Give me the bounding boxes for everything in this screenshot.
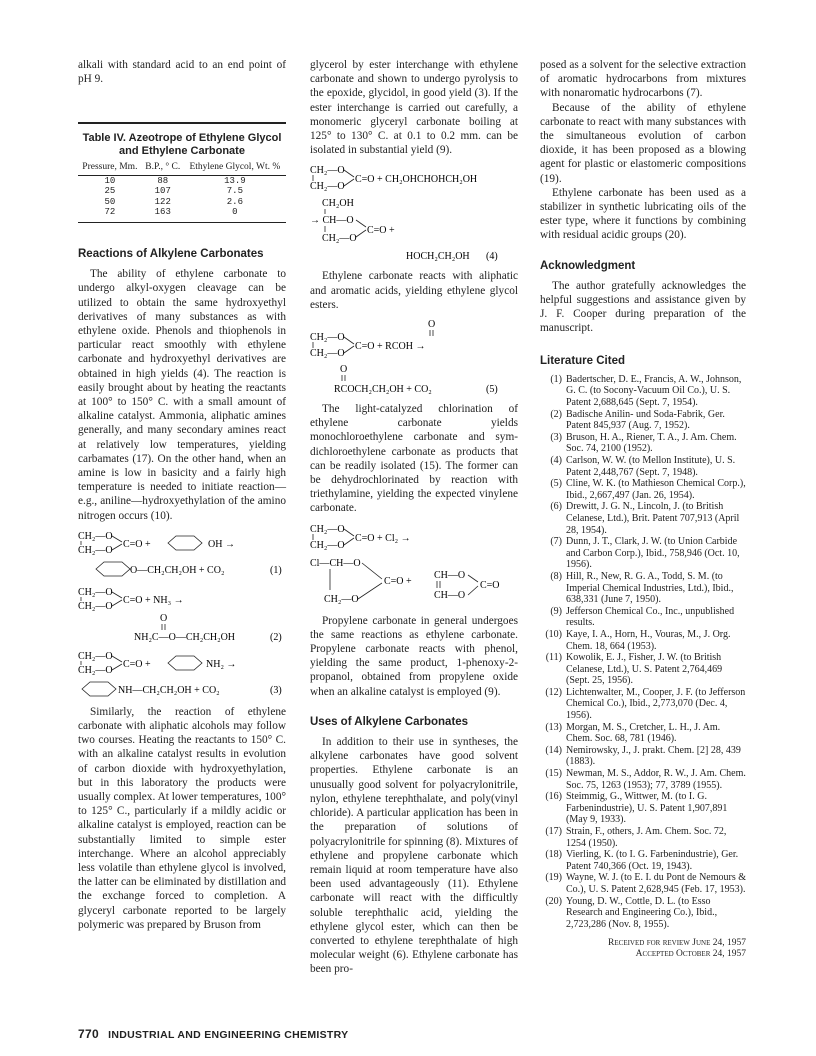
- reference-text: Lichtenwalter, M., Cooper, J. F. (to Jefferson Chemical Co.), Ibid., 2,773,070 (Dec. 4, 1956).: [566, 686, 746, 722]
- section-heading-uses: Uses of Alkylene Carbonates: [310, 715, 469, 728]
- reference-text: Nemirowsky, J., J. prakt. Chem. [2] 28, 439 (1883).: [566, 744, 741, 768]
- reference-text: Kowolik, E. J., Fisher, J. W. (to British Celanese, Ltd.), U. S. Patent 2,764,469 (Sept. 25, 1956).: [566, 652, 723, 687]
- reference-number: (4): [550, 455, 562, 467]
- reference-number: (3): [550, 431, 562, 443]
- azeotrope-table: [78, 162, 286, 218]
- reference-number: (16): [545, 791, 562, 803]
- reference-number: (19): [545, 872, 562, 884]
- reference-number: (8): [550, 570, 562, 582]
- reference-number: (13): [545, 721, 562, 733]
- th-pressure: Pressure, Mm.: [78, 162, 142, 175]
- benzene-ring-icon: [82, 682, 116, 696]
- svg-text:CH₂—O: CH₂—O: [78, 650, 113, 662]
- reference-text: Carlson, W. W. (to Mellon Institute), U. S. Patent 2,448,767 (Sept. 7, 1948).: [566, 455, 736, 478]
- col2-para-5: In addition to their use in syntheses, the alkylene carbonates have good solvent properties. Ethylene carbonate is an unusually good solvent for polyacrylonitrile, nylon, ethylene terephthalate, and poly(vinyl chloride). A particular application has been in the preparation of solutions of polyacrylonitrile for spinning (8). Mixtures of ethylene and propylene carbonate which remain liquid at room temperature have also been used advantageously (11). Ethylene carbonate will react with the difficultly soluble terephthalic acid, yielding the ethylene glycol ester, which can then be converted to ethylene terephthalate of high molecular weight (6). Ethylene carbonate has been pro-: [310, 736, 518, 976]
- eq4-side-product: HOCH₂CH₂OH: [406, 251, 470, 263]
- reference-number: (9): [550, 605, 562, 617]
- eq1-lhs: C=O +: [123, 538, 151, 550]
- eq2-oxygen: O: [160, 612, 168, 624]
- reference-item: [540, 849, 746, 872]
- reference-text: Strain, F., others, J. Am. Chem. Soc. 72, 1254 (1950).: [566, 826, 727, 849]
- eq4-mid: → CH—O: [310, 215, 354, 227]
- table-row: 72 163 0: [104, 207, 238, 218]
- table-rule: [78, 222, 286, 223]
- svg-text:CH₂—O: CH₂—O: [310, 181, 345, 193]
- reference-item: [540, 896, 746, 931]
- reference-text: Steimmig, G., Wittwer, M. (to I. G. Farbenindustrie), U. S. Patent 1,907,891 (May 9, 1933).: [566, 791, 728, 826]
- reference-number: (20): [545, 895, 562, 907]
- col2-para-3: The light-catalyzed chlorination of ethylene carbonate yields monochloroethylene carbonate and sym-dichloroethylene carbonate as products that can be readily isolated (15). The former can be dehydrochlorinated by reaction with triethylamine, yielding the expected vinylene carbonate.: [310, 403, 518, 515]
- equation-2-structure: [78, 585, 286, 643]
- reference-number: (17): [545, 826, 562, 838]
- page-footer: [78, 1027, 348, 1041]
- reference-number: (10): [545, 628, 562, 640]
- table-title: Table IV. Azeotrope of Ethylene Glycol and Ethylene Carbonate: [78, 122, 286, 158]
- reference-text: Drewitt, J. G. N., Lincoln, J. (to British Celanese, Ltd.), Brit. Patent 707,913 (April 28, 1954).: [566, 501, 740, 536]
- reference-text: Hill, R., New, R. G. A., Todd, S. M. (to Imperial Chemical Industries, Ltd.), Ibid., 638,331 (June 7, 1950).: [566, 570, 734, 606]
- column-2: [310, 58, 518, 977]
- svg-text:CH₂—O: CH₂—O: [310, 539, 345, 551]
- benzene-ring-icon: [168, 536, 202, 550]
- equation-2: [78, 585, 286, 643]
- reference-text: Cline, W. K. (to Mathieson Chemical Corp.), Ibid., 2,667,497 (Jan. 26, 1954).: [566, 478, 746, 501]
- reference-number: (1): [550, 373, 562, 385]
- benzene-ring-icon: [168, 656, 202, 670]
- reference-list: [540, 374, 746, 931]
- th-bp: B.P., ° C.: [142, 162, 184, 175]
- svg-text:CH₂—O: CH₂—O: [310, 348, 345, 360]
- eq6-ch-top: CH—O: [434, 569, 466, 581]
- eq2-product: NH₂C—O—CH₂CH₂OH: [134, 631, 236, 643]
- received-date: Received for review June 24, 1957: [608, 938, 746, 949]
- reference-number: (6): [550, 501, 562, 513]
- acknowledgment-text: The author gratefully acknowledges the helpful suggestions and assistance given by J. F. Cooper during preparation of the manuscript.: [540, 279, 746, 335]
- reference-text: Kaye, I. A., Horn, H., Vouras, M., J. Org. Chem. 18, 664 (1953).: [566, 628, 731, 652]
- th-glycol: Ethylene Glycol, Wt. %: [184, 162, 286, 175]
- eq1-number: (1): [270, 564, 282, 576]
- equation-6: [310, 522, 518, 608]
- reference-number: (15): [545, 768, 562, 780]
- benzene-ring-icon: [96, 562, 130, 576]
- literature-heading: Literature Cited: [540, 354, 625, 367]
- reference-number: (11): [545, 652, 562, 664]
- section-heading-reactions: Reactions of Alkylene Carbonates: [78, 247, 264, 260]
- reference-text: Jefferson Chemical Co., Inc., unpublished results.: [566, 605, 735, 629]
- equation-6-structure: [310, 522, 518, 608]
- svg-text:CH₂—O: CH₂—O: [310, 165, 345, 177]
- reference-item: [540, 536, 746, 571]
- equation-4: [310, 163, 518, 263]
- reference-item: [540, 629, 746, 652]
- reference-text: Bruson, H. A., Riener, T. A., J. Am. Chem. Soc. 74, 2100 (1952).: [566, 431, 737, 455]
- col2-para-1: glycerol by ester interchange with ethylene carbonate and shown to undergo pyrolysis to the epoxide, glycidol, in good yield (3). If the ester interchange is carried out carefully, a monomeric glyceryl carbonate boiling at 125° to 130° C. at 0.1 to 0.2 mm. can be isolated in substantial yield (9).: [310, 59, 518, 157]
- svg-text:CH₂—O: CH₂—O: [324, 593, 359, 605]
- table-row: 25 107 7.5: [104, 186, 243, 197]
- equation-5-structure: [310, 318, 518, 396]
- eq4-ch2oh: CH₂OH: [322, 198, 354, 210]
- eq1-ch2o-top: CH₂—O: [78, 530, 113, 542]
- eq5-oxygen-2: O: [340, 364, 348, 376]
- equation-5: [310, 318, 518, 396]
- equation-3-structure: [78, 649, 286, 699]
- eq6-ch-bot: CH—O: [434, 589, 466, 601]
- equation-3: [78, 649, 286, 699]
- svg-text:CH₂—O: CH₂—O: [78, 664, 113, 676]
- eq3-number: (3): [270, 684, 282, 696]
- eq3-product: NH—CH₂CH₂OH + CO₂: [118, 684, 220, 696]
- reference-number: (5): [550, 478, 562, 490]
- eq5-number: (5): [486, 384, 498, 396]
- table-row: 10 88 13.9: [104, 175, 246, 186]
- acknowledgment-heading: Acknowledgment: [540, 259, 636, 272]
- reference-number: (7): [550, 536, 562, 548]
- eq6-chloro: Cl—CH—O: [310, 557, 361, 569]
- reference-number: (12): [545, 686, 562, 698]
- reference-text: Vierling, K. (to I. G. Farbenindustrie), Ger. Patent 740,366 (Oct. 19, 1943).: [566, 849, 739, 872]
- eq6-co-2: C=O: [480, 579, 500, 591]
- reference-item: [540, 687, 746, 722]
- column-3: [540, 58, 746, 960]
- equation-4-structure: [310, 163, 518, 263]
- col2-para-4: Propylene carbonate in general undergoes the same reactions as ethylene carbonate. Propylene carbonate reacts with phenol, yielding the same product, 1-phenoxy-2-propanol, obtained from propylene oxide when an alkaline catalyst is employed (9).: [310, 614, 518, 698]
- reference-number: (18): [545, 849, 562, 861]
- eq5-product: RCOCH₂CH₂OH + CO₂: [334, 384, 432, 396]
- reactions-para-1: The ability of ethylene carbonate to undergo alkyl-oxygen cleavage can be utilized to obtain the same hydroxyethyl derivatives of many substances as with ethylene oxide. Phenols and thiophenols in particular react smoothly with ethylene carbonate and hydroxyethyl derivatives are obtained in high yields (4). The reaction is easily brought about by heating the reactants at 100° to 150° C. with a small amount of alkaline catalyst. Ammonia, aliphatic amines generally, and many secondary amines react at relatively low temperatures, yielding carbamates (17). On the other hand, when an amine is low in basicity and a fairly high temperature is needed to initiate reaction—e.g., aniline—hydroxyethylation of the amino nitrogen occurs (10).: [78, 268, 286, 522]
- eq5-oxygen: O: [428, 319, 436, 331]
- reference-item: [540, 652, 746, 687]
- col3-para-3: Ethylene carbonate has been used as a stabilizer in synthetic lubricating oils of the ester type, where it functions by combining with residual acidic groups (20).: [540, 186, 746, 242]
- reference-text: Badertscher, D. E., Francis, A. W., Johnson, G. C. (to Socony-Vacuum Oil Co.), U. S. Patent 2,688,645 (Sept. 7, 1954).: [566, 373, 742, 409]
- reference-item: [540, 606, 746, 629]
- reference-text: Dunn, J. T., Clark, J. W. (to Union Carbide and Carbon Corp.), Ibid., 758,946 (Oct. 10, 1956).: [566, 536, 740, 571]
- equation-1: [78, 529, 286, 579]
- reference-item: [540, 826, 746, 849]
- eq1-product: O—CH₂CH₂OH + CO₂: [130, 564, 225, 576]
- eq4-number: (4): [486, 251, 498, 263]
- reference-text: Young, D. W., Cottle, D. L. (to Esso Research and Engineering Co.), Ibid., 2,723,286 (Nov. 8, 1955).: [566, 895, 718, 930]
- page-number: 770: [78, 1027, 99, 1041]
- reference-item: [540, 501, 746, 536]
- reference-item: [540, 872, 746, 895]
- reference-item: [540, 409, 746, 432]
- eq1-ch2o-bot: CH₂—O: [78, 544, 113, 556]
- reference-item: [540, 374, 746, 409]
- eq6-lhs: C=O + Cl₂ →: [355, 532, 411, 544]
- eq1-reagent: OH →: [208, 538, 235, 550]
- reference-text: Newman, M. S., Addor, R. W., J. Am. Chem. Soc. 75, 1263 (1953); 77, 3789 (1955).: [566, 768, 746, 791]
- reference-number: (14): [545, 744, 562, 756]
- reference-item: [540, 478, 746, 501]
- reference-item: [540, 571, 746, 606]
- eq4-co: C=O +: [367, 225, 395, 237]
- eq3-reagent: NH₂ →: [206, 658, 237, 670]
- reference-item: [540, 455, 746, 478]
- reference-item: [540, 745, 746, 768]
- column-1: [78, 58, 286, 932]
- svg-text:CH₂—O: CH₂—O: [78, 586, 113, 598]
- col2-para-2: Ethylene carbonate reacts with aliphatic and aromatic acids, yielding ethylene glycol esters.: [310, 270, 518, 311]
- journal-name: INDUSTRIAL AND ENGINEERING CHEMISTRY: [108, 1029, 349, 1041]
- equation-1-structure: [78, 529, 286, 579]
- col3-para-2: Because of the ability of ethylene carbonate to react with many substances with the simultaneous evolution of carbon dioxide, it has been proposed as a blowing agent for plastic or elastomeric compositions (19).: [540, 101, 746, 185]
- svg-text:CH₂—O: CH₂—O: [310, 523, 345, 535]
- reactions-para-2: Similarly, the reaction of ethylene carbonate with aliphatic alcohols may follow two courses. Heating the reactants to 150° C. with an alkaline catalyst results in evolution of carbon dioxide with hydroxyethylation, but in this laboratory the products were usually complex. At lower temperatures, 100° to 125° C., particularly if a mildly acidic or alkaline catalyst is employed, reaction can be substantially limited to simple ester interchange. Where an alcohol appreciably less volatile than ethylene glycol is involved, the latter can be eliminated by distillation and the exchange forced to completion. A glyceryl carbonate reported to be largely polymeric was prepared by Bruson from: [78, 705, 286, 931]
- reference-text: Wayne, W. J. (to E. I. du Pont de Nemours & Co.), U. S. Patent 2,628,945 (Feb. 17, 1953).: [566, 872, 747, 895]
- reference-item: [540, 722, 746, 745]
- eq2-lhs: C=O + NH₃ →: [123, 594, 184, 606]
- eq2-number: (2): [270, 631, 282, 643]
- svg-text:CH₂—O: CH₂—O: [310, 332, 345, 344]
- reference-item: [540, 791, 746, 826]
- reference-text: Badische Anilin- und Soda-Fabrik, Ger. Patent 845,937 (Aug. 7, 1952).: [566, 408, 725, 432]
- svg-text:CH₂—O: CH₂—O: [78, 600, 113, 612]
- accepted-date: Accepted October 24, 1957: [635, 949, 746, 960]
- col1-intro: alkali with standard acid to an end point of pH 9.: [78, 59, 286, 86]
- eq6-co: C=O +: [384, 575, 412, 587]
- reference-item: [540, 768, 746, 791]
- eq3-lhs: C=O +: [123, 658, 151, 670]
- table-row: 50 122 2.6: [104, 196, 243, 207]
- eq4-top: C=O + CH₂OHCHOHCH₂OH: [355, 174, 478, 186]
- eq5-lhs: C=O + RCOH →: [355, 341, 426, 353]
- reference-item: [540, 432, 746, 455]
- reference-text: Morgan, M. S., Cretcher, L. H., J. Am. Chem. Soc. 68, 781 (1946).: [566, 721, 721, 745]
- col3-para-1: posed as a solvent for the selective extraction of aromatic hydrocarbons from mixtures with nonaromatic hydrocarbons (7).: [540, 59, 746, 100]
- svg-text:CH₂—O: CH₂—O: [322, 233, 357, 245]
- reference-number: (2): [550, 408, 562, 420]
